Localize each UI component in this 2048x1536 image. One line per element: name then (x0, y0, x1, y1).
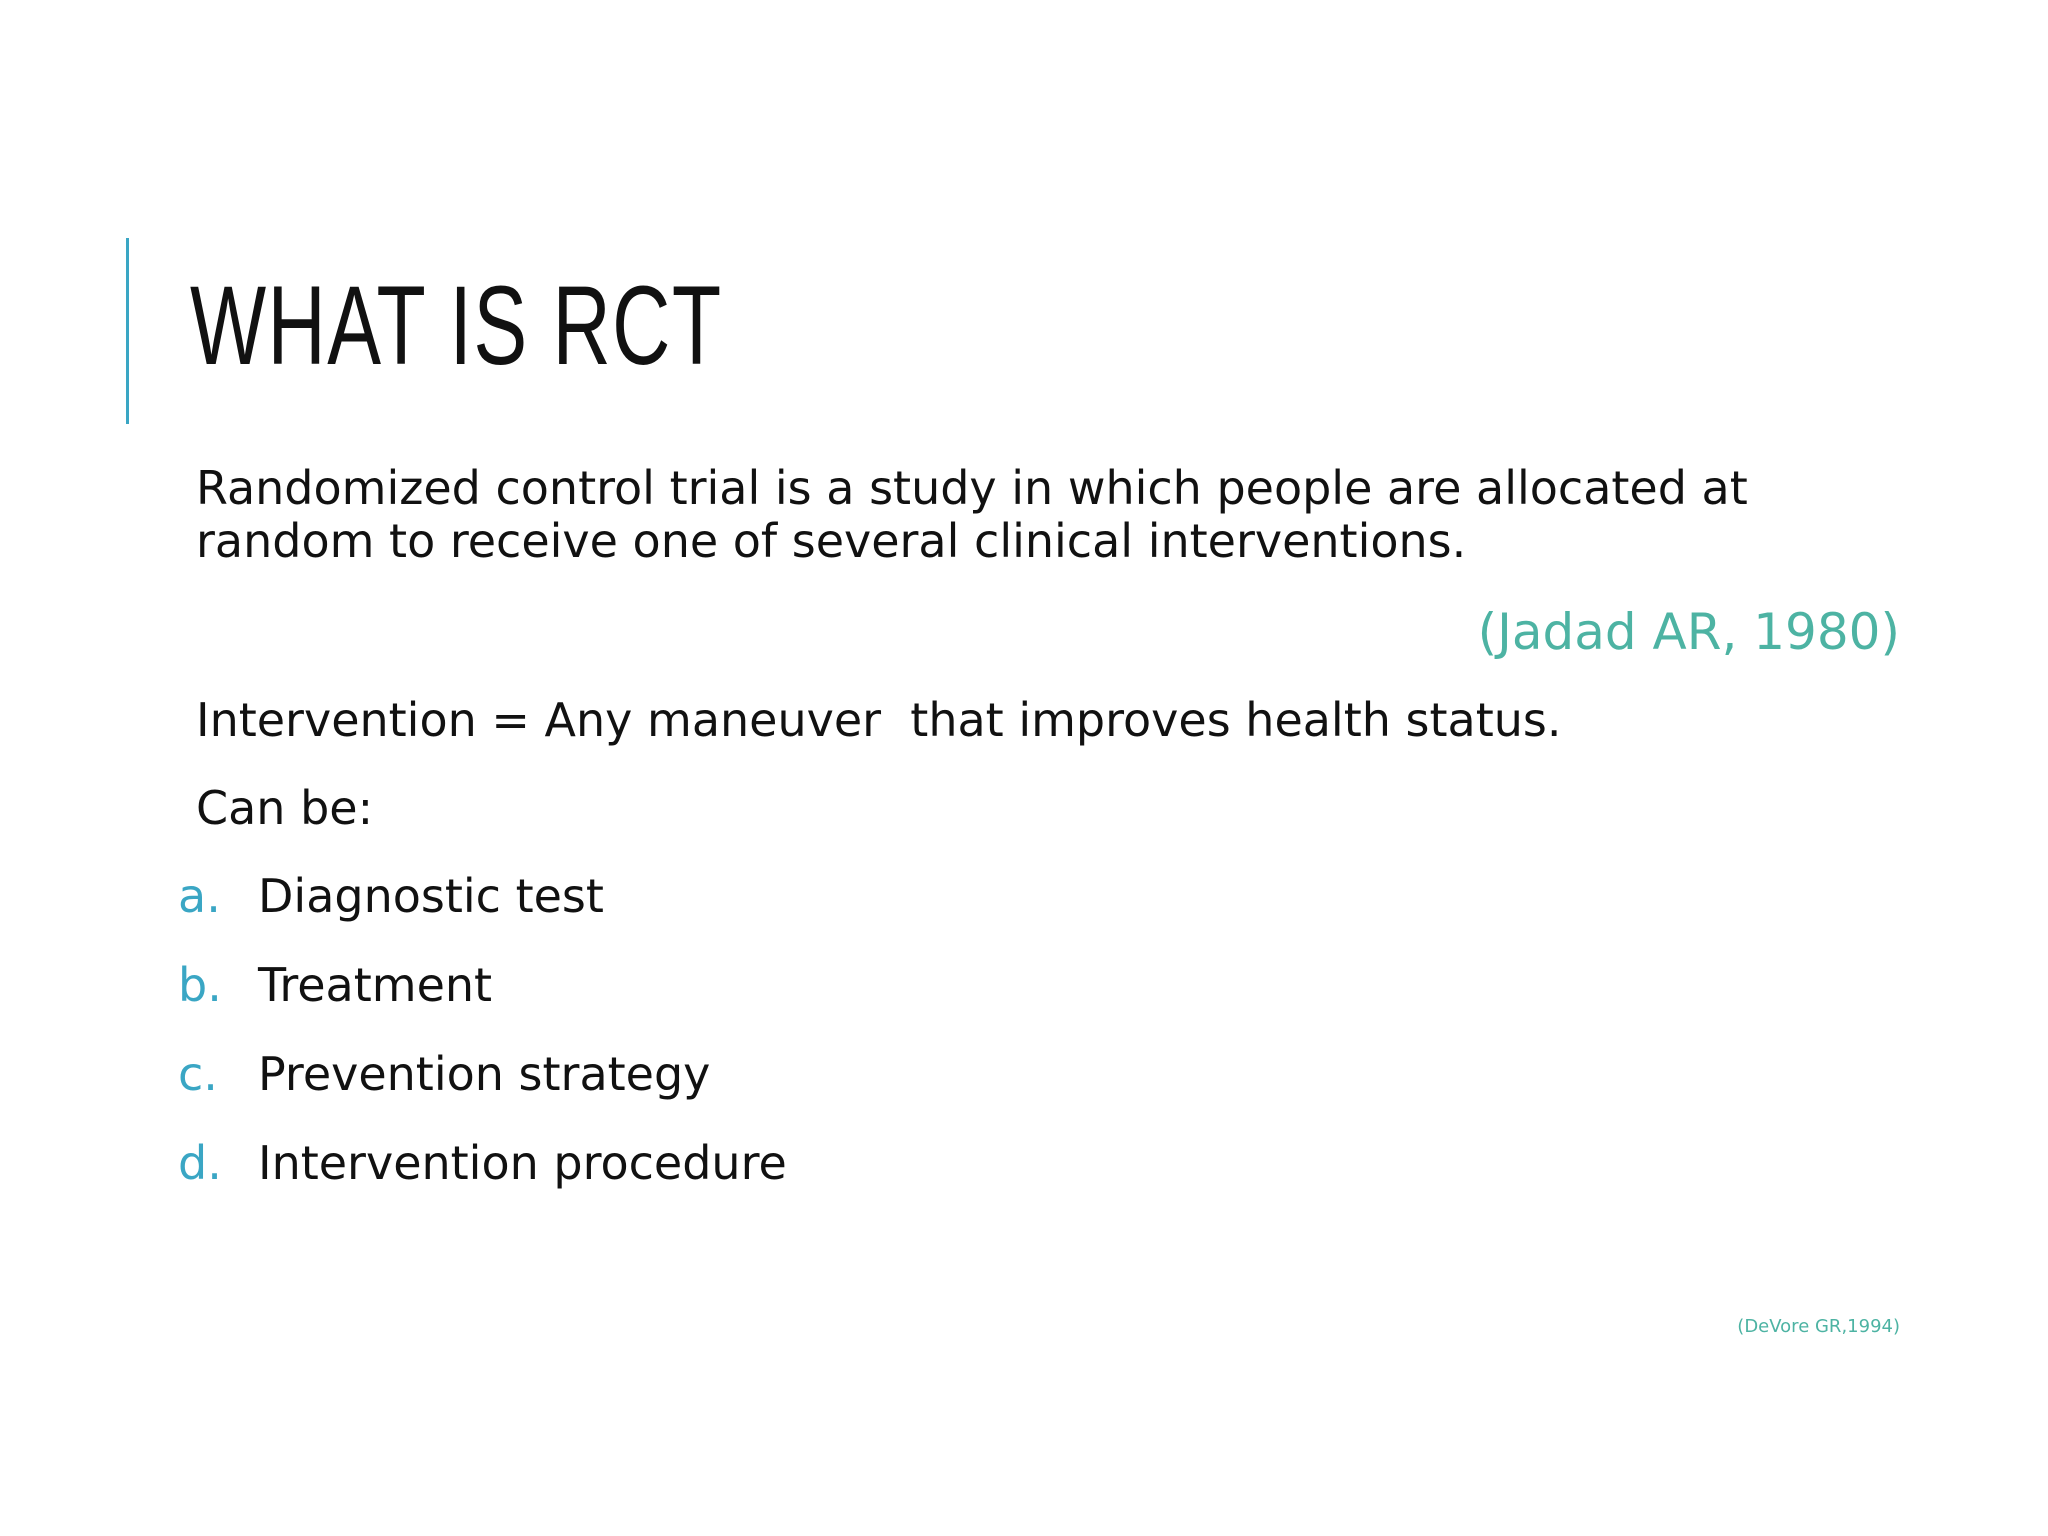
slide-title: WHAT IS RCT (190, 263, 723, 388)
list-marker: c. (178, 1047, 218, 1101)
list-marker: d. (178, 1136, 222, 1190)
intervention-definition: Intervention = Any maneuver that improves health status. (196, 693, 1562, 747)
list-marker: b. (178, 958, 222, 1012)
list-item-text: Prevention strategy (258, 1047, 711, 1101)
list-item (178, 957, 787, 1046)
list-item (178, 1135, 787, 1224)
rct-definition: Randomized control trial is a study in which people are allocated at random to receive one of several clinical interventions. (196, 461, 1748, 568)
title-accent-bar (126, 238, 129, 424)
list-item-text: Treatment (258, 958, 493, 1012)
intervention-types-list (178, 868, 787, 1224)
definition-citation: (Jadad AR, 1980) (1477, 603, 1900, 661)
list-item (178, 868, 787, 957)
list-item (178, 1046, 787, 1135)
footer-citation: (DeVore GR,1994) (1737, 1316, 1900, 1337)
list-marker: a. (178, 869, 221, 923)
list-item-text: Diagnostic test (258, 869, 604, 923)
list-item-text: Intervention procedure (258, 1136, 787, 1190)
can-be-label: Can be: (196, 781, 374, 835)
